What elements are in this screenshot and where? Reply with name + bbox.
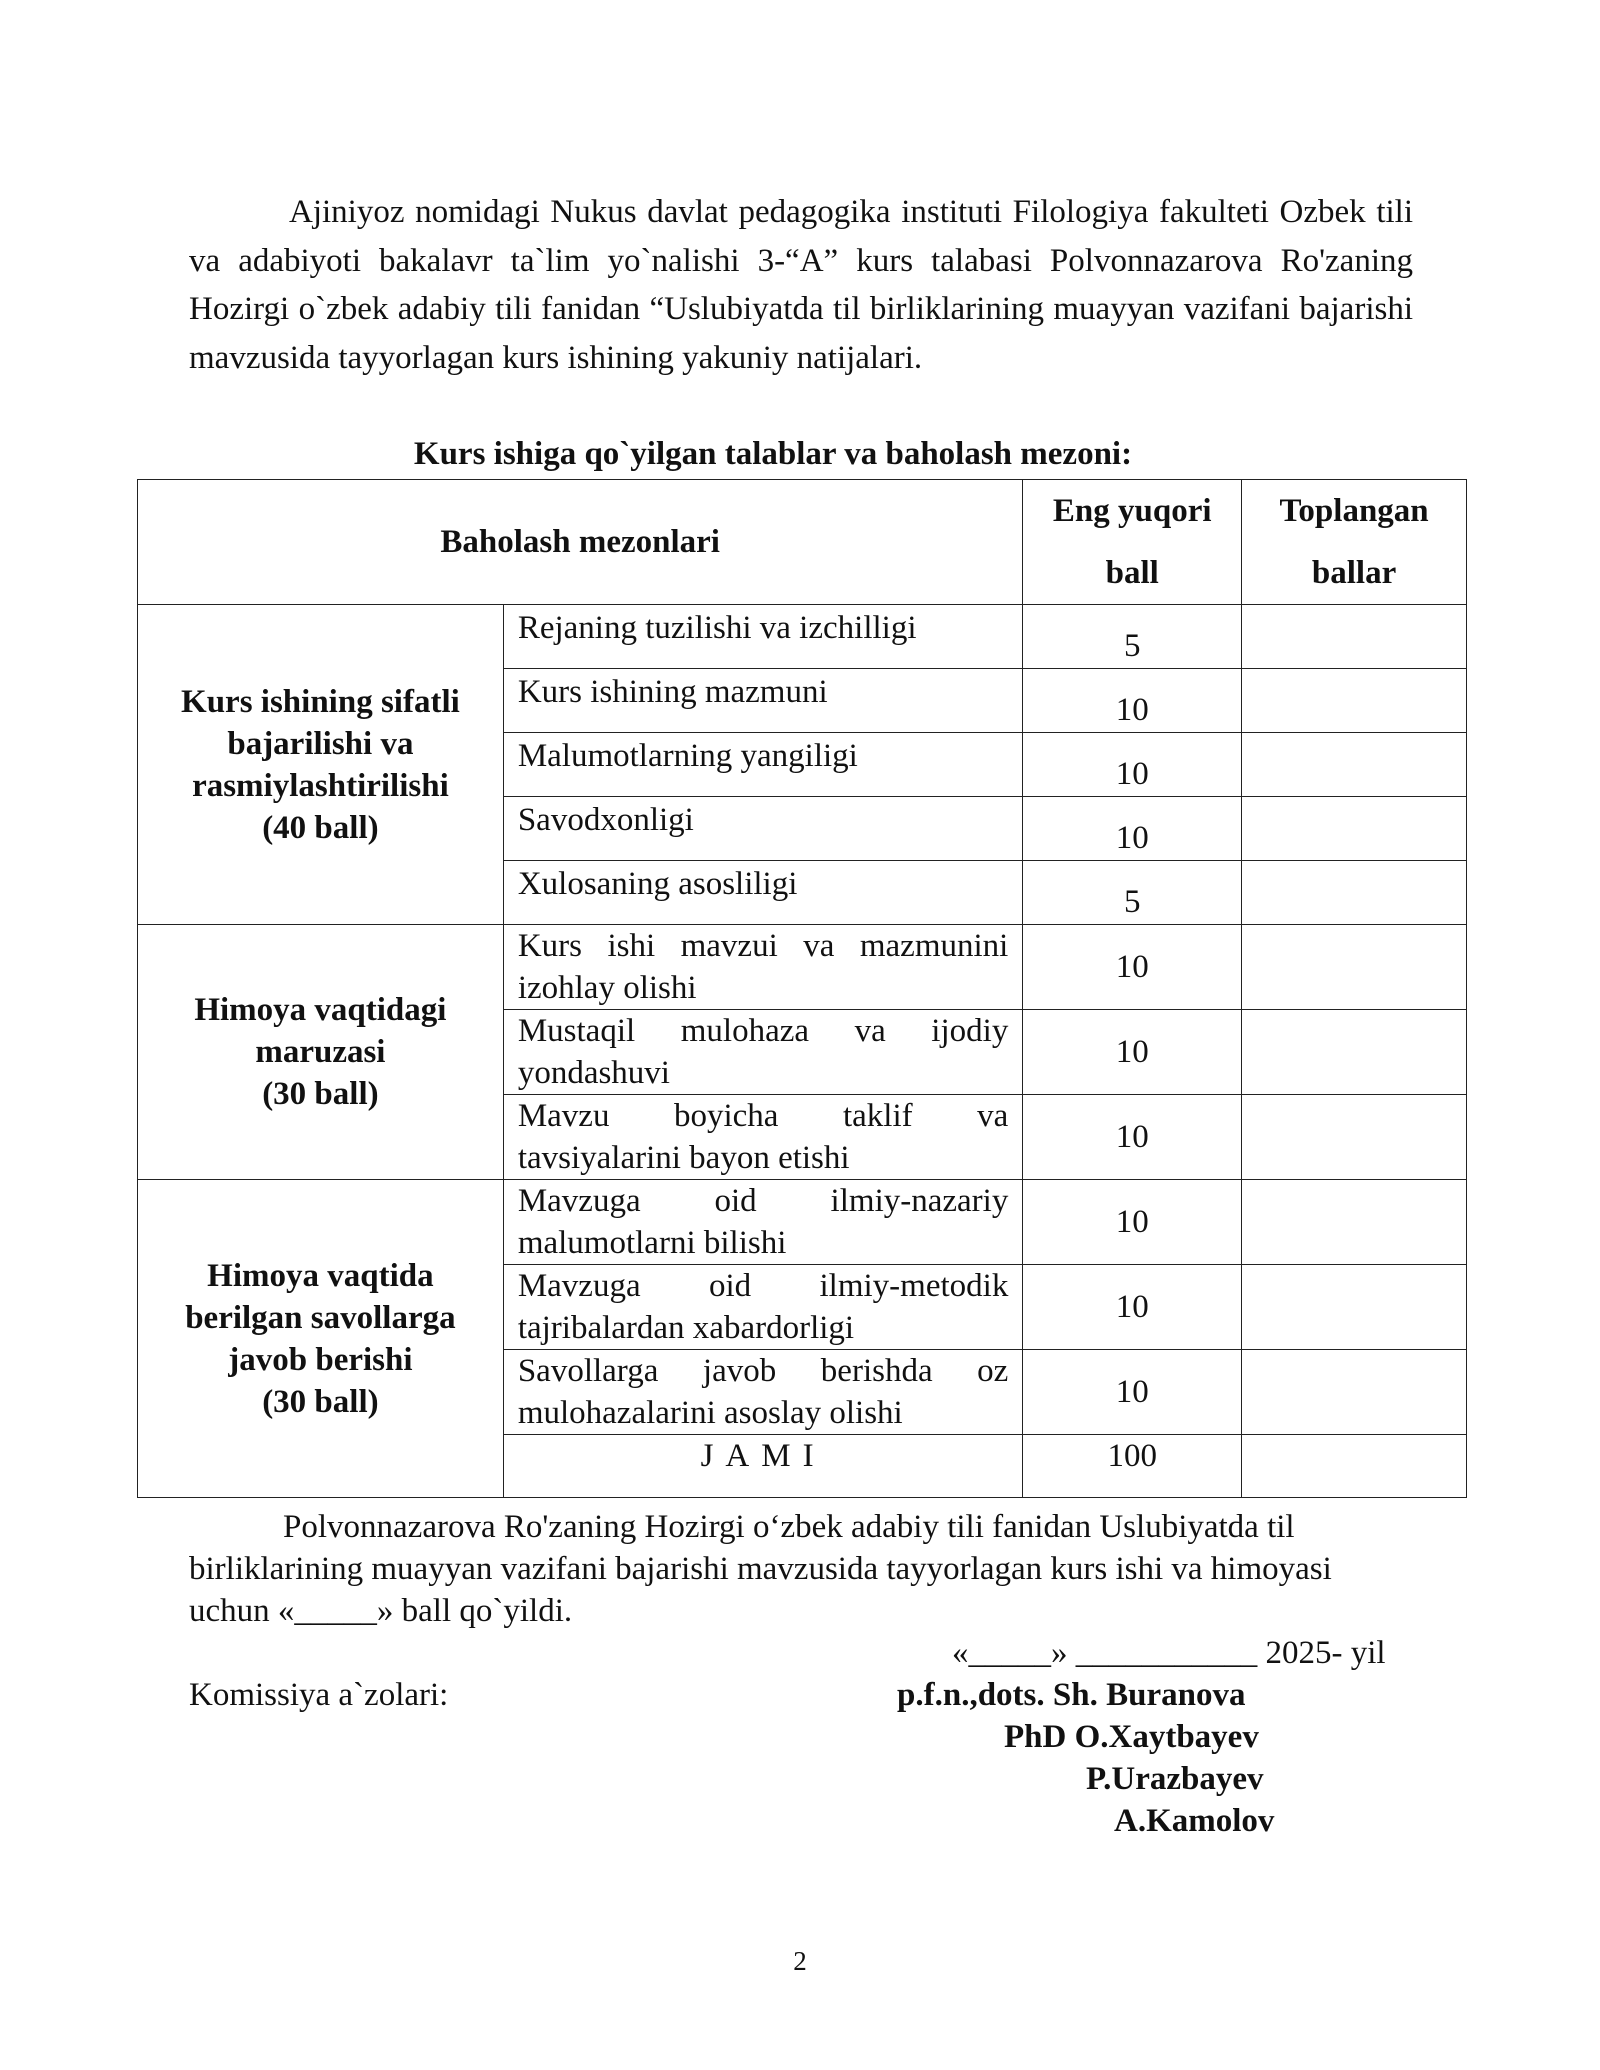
max-score: 10 [1023, 1350, 1242, 1435]
collected-score [1242, 1265, 1467, 1350]
max-score: 10 [1023, 925, 1242, 1010]
group-line: Himoya vaqtidagi [194, 992, 447, 1028]
table-row [138, 1180, 1467, 1265]
total-collected-score [1242, 1435, 1467, 1498]
closing-paragraph [189, 1506, 1413, 1632]
criterion-label: Kurs ishining mazmuni [503, 669, 1023, 733]
collected-score [1242, 861, 1467, 925]
group-line: javob berishi [228, 1341, 413, 1378]
group-line: Himoya vaqtida [207, 1257, 434, 1294]
group-line: (30 ball) [262, 1383, 379, 1420]
criteria-table [137, 479, 1467, 1498]
table-row [138, 925, 1467, 1010]
table-row [138, 605, 1467, 669]
commission-member: P.Urazbayev [1086, 1761, 1264, 1797]
group-line: bajarilishi va [227, 725, 414, 762]
header-collected-line1: Toplangan [1279, 493, 1429, 529]
max-score: 10 [1023, 733, 1242, 797]
header-criteria: Baholash mezonlari [138, 480, 1023, 605]
date-line: «_____» ___________ 2025- yil [952, 1635, 1386, 1671]
table-header-row [138, 480, 1467, 605]
collected-score [1242, 733, 1467, 797]
group-line: berilgan savollarga [185, 1299, 456, 1336]
group-line: (30 ball) [262, 1076, 379, 1112]
collected-score [1242, 1010, 1467, 1095]
collected-score [1242, 925, 1467, 1010]
max-score: 5 [1023, 605, 1242, 669]
commission-label: Komissiya a`zolari: [189, 1677, 449, 1713]
criterion-label: Rejaning tuzilishi va izchilligi [503, 605, 1023, 669]
criterion-label: Kurs ishi mavzui va mazmunini izohlay olishi [503, 925, 1023, 1010]
criterion-label: Xulosaning asosliligi [503, 861, 1023, 925]
total-max-score: 100 [1023, 1435, 1242, 1498]
max-score: 10 [1023, 1265, 1242, 1350]
max-score: 10 [1023, 1010, 1242, 1095]
commission-member: A.Kamolov [1114, 1803, 1275, 1839]
max-score: 10 [1023, 1180, 1242, 1265]
group-label-defense-report [138, 925, 504, 1180]
section-title: Kurs ishiga qo`yilgan talablar va baholash mezoni: [413, 436, 1133, 472]
header-max-line1: Eng yuqori [1052, 493, 1212, 529]
commission-member: p.f.n.,dots. Sh. Buranova [897, 1677, 1246, 1713]
intro-paragraph [189, 188, 1413, 382]
criterion-label: Mavzuga oid ilmiy-nazariy malumotlarni bilishi [503, 1180, 1023, 1265]
page-number: 2 [793, 1946, 807, 1976]
group-label-defense-answers [138, 1180, 504, 1498]
max-score: 10 [1023, 797, 1242, 861]
collected-score [1242, 1350, 1467, 1435]
header-collected [1242, 480, 1467, 605]
criterion-label: Mavzuga oid ilmiy-metodik tajribalardan xabardorligi [503, 1265, 1023, 1350]
criterion-label: Savollarga javob berishda oz mulohazalarini asoslay olishi [503, 1350, 1023, 1435]
intro-text: Ajiniyoz nomidagi Nukus davlat pedagogika instituti Filologiya fakulteti Ozbek tili va adabiyoti bakalavr ta`lim yo`nalishi 3-“A” kurs talabasi Polvonnazarova Ro'zaning Hozirgi o`zbek adabiy tili fanidan “Uslubiyatda til birliklarining muayyan vazifani bajarishi mavzusida tayyorlagan kurs ishining yakuniy natijalari. [189, 194, 1413, 376]
max-score: 5 [1023, 861, 1242, 925]
commission-member: PhD O.Xaytbayev [1004, 1719, 1259, 1755]
collected-score [1242, 605, 1467, 669]
max-score: 10 [1023, 1095, 1242, 1180]
header-max-line2: ball [1105, 555, 1159, 591]
criterion-label: Malumotlarning yangiligi [503, 733, 1023, 797]
group-line: Kurs ishining sifatli [181, 683, 460, 720]
header-max-score [1023, 480, 1242, 605]
group-label-quality [138, 605, 504, 925]
criterion-label: Mustaqil mulohaza va ijodiy yondashuvi [503, 1010, 1023, 1095]
group-line: maruzasi [255, 1034, 386, 1070]
group-line: (40 ball) [262, 809, 379, 846]
total-label: JAMI [503, 1435, 1023, 1498]
collected-score [1242, 669, 1467, 733]
collected-score [1242, 1180, 1467, 1265]
collected-score [1242, 1095, 1467, 1180]
criterion-label: Mavzu boyicha taklif va tavsiyalarini bayon etishi [503, 1095, 1023, 1180]
closing-text: Polvonnazarova Ro'zaning Hozirgi o‘zbek adabiy tili fanidan Uslubiyatda til birliklarining muayyan vazifani bajarishi mavzusida tayyorlagan kurs ishi va himoyasi uchun «_____» ball qo`yildi. [189, 1509, 1332, 1629]
collected-score [1242, 797, 1467, 861]
criterion-label: Savodxonligi [503, 797, 1023, 861]
group-line: rasmiylashtirilishi [192, 767, 449, 804]
header-collected-line2: ballar [1311, 555, 1397, 591]
max-score: 10 [1023, 669, 1242, 733]
